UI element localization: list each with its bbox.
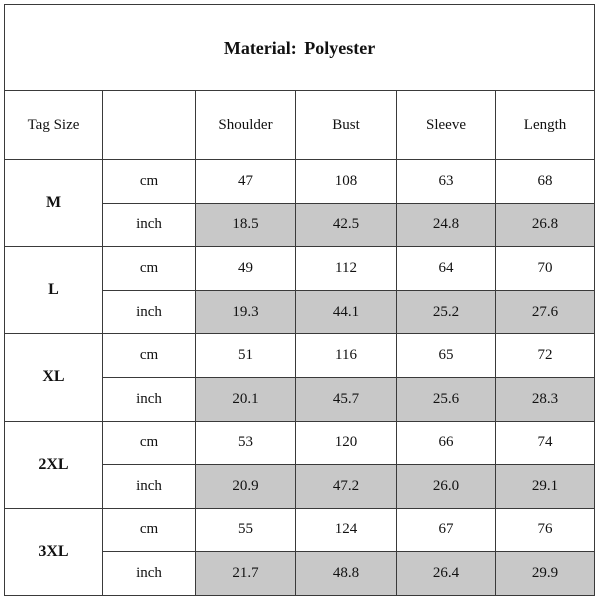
sleeve-cell: 24.8	[397, 203, 496, 247]
sleeve-cell: 63	[397, 160, 496, 204]
size-label-2xl: 2XL	[5, 421, 103, 508]
bust-cell: 44.1	[296, 290, 397, 334]
table-row-l-cm	[5, 247, 595, 291]
material-title: Material: Polyester	[5, 5, 595, 91]
shoulder-cell: 20.9	[196, 465, 296, 509]
title-row	[5, 5, 595, 91]
bust-cell: 112	[296, 247, 397, 291]
length-cell: 72	[496, 334, 595, 378]
size-label-m: M	[5, 160, 103, 247]
header-sleeve: Sleeve	[397, 91, 496, 160]
bust-cell: 124	[296, 508, 397, 552]
table-row-3xl-cm	[5, 508, 595, 552]
bust-cell: 45.7	[296, 377, 397, 421]
header-tag-size: Tag Size	[5, 91, 103, 160]
header-shoulder: Shoulder	[196, 91, 296, 160]
bust-cell: 120	[296, 421, 397, 465]
size-chart-table	[4, 4, 595, 596]
unit-cell: inch	[103, 290, 196, 334]
shoulder-cell: 20.1	[196, 377, 296, 421]
unit-cell: cm	[103, 160, 196, 204]
bust-cell: 108	[296, 160, 397, 204]
header-length: Length	[496, 91, 595, 160]
shoulder-cell: 51	[196, 334, 296, 378]
length-cell: 74	[496, 421, 595, 465]
header-unit	[103, 91, 196, 160]
length-cell: 29.1	[496, 465, 595, 509]
length-cell: 76	[496, 508, 595, 552]
unit-cell: inch	[103, 377, 196, 421]
sleeve-cell: 26.4	[397, 552, 496, 596]
shoulder-cell: 55	[196, 508, 296, 552]
shoulder-cell: 19.3	[196, 290, 296, 334]
table-row-m-cm	[5, 160, 595, 204]
unit-cell: cm	[103, 247, 196, 291]
sleeve-cell: 66	[397, 421, 496, 465]
length-cell: 29.9	[496, 552, 595, 596]
shoulder-cell: 53	[196, 421, 296, 465]
sleeve-cell: 64	[397, 247, 496, 291]
length-cell: 27.6	[496, 290, 595, 334]
shoulder-cell: 47	[196, 160, 296, 204]
bust-cell: 116	[296, 334, 397, 378]
length-cell: 70	[496, 247, 595, 291]
size-label-3xl: 3XL	[5, 508, 103, 595]
unit-cell: cm	[103, 421, 196, 465]
size-label-xl: XL	[5, 334, 103, 421]
header-bust: Bust	[296, 91, 397, 160]
header-row	[5, 91, 595, 160]
sleeve-cell: 25.6	[397, 377, 496, 421]
shoulder-cell: 18.5	[196, 203, 296, 247]
unit-cell: inch	[103, 552, 196, 596]
sleeve-cell: 25.2	[397, 290, 496, 334]
table-row-2xl-cm	[5, 421, 595, 465]
table-row-xl-cm	[5, 334, 595, 378]
bust-cell: 48.8	[296, 552, 397, 596]
length-cell: 26.8	[496, 203, 595, 247]
sleeve-cell: 67	[397, 508, 496, 552]
length-cell: 28.3	[496, 377, 595, 421]
unit-cell: cm	[103, 334, 196, 378]
sleeve-cell: 26.0	[397, 465, 496, 509]
bust-cell: 42.5	[296, 203, 397, 247]
sleeve-cell: 65	[397, 334, 496, 378]
unit-cell: inch	[103, 465, 196, 509]
unit-cell: cm	[103, 508, 196, 552]
size-label-l: L	[5, 247, 103, 334]
length-cell: 68	[496, 160, 595, 204]
unit-cell: inch	[103, 203, 196, 247]
bust-cell: 47.2	[296, 465, 397, 509]
shoulder-cell: 49	[196, 247, 296, 291]
shoulder-cell: 21.7	[196, 552, 296, 596]
